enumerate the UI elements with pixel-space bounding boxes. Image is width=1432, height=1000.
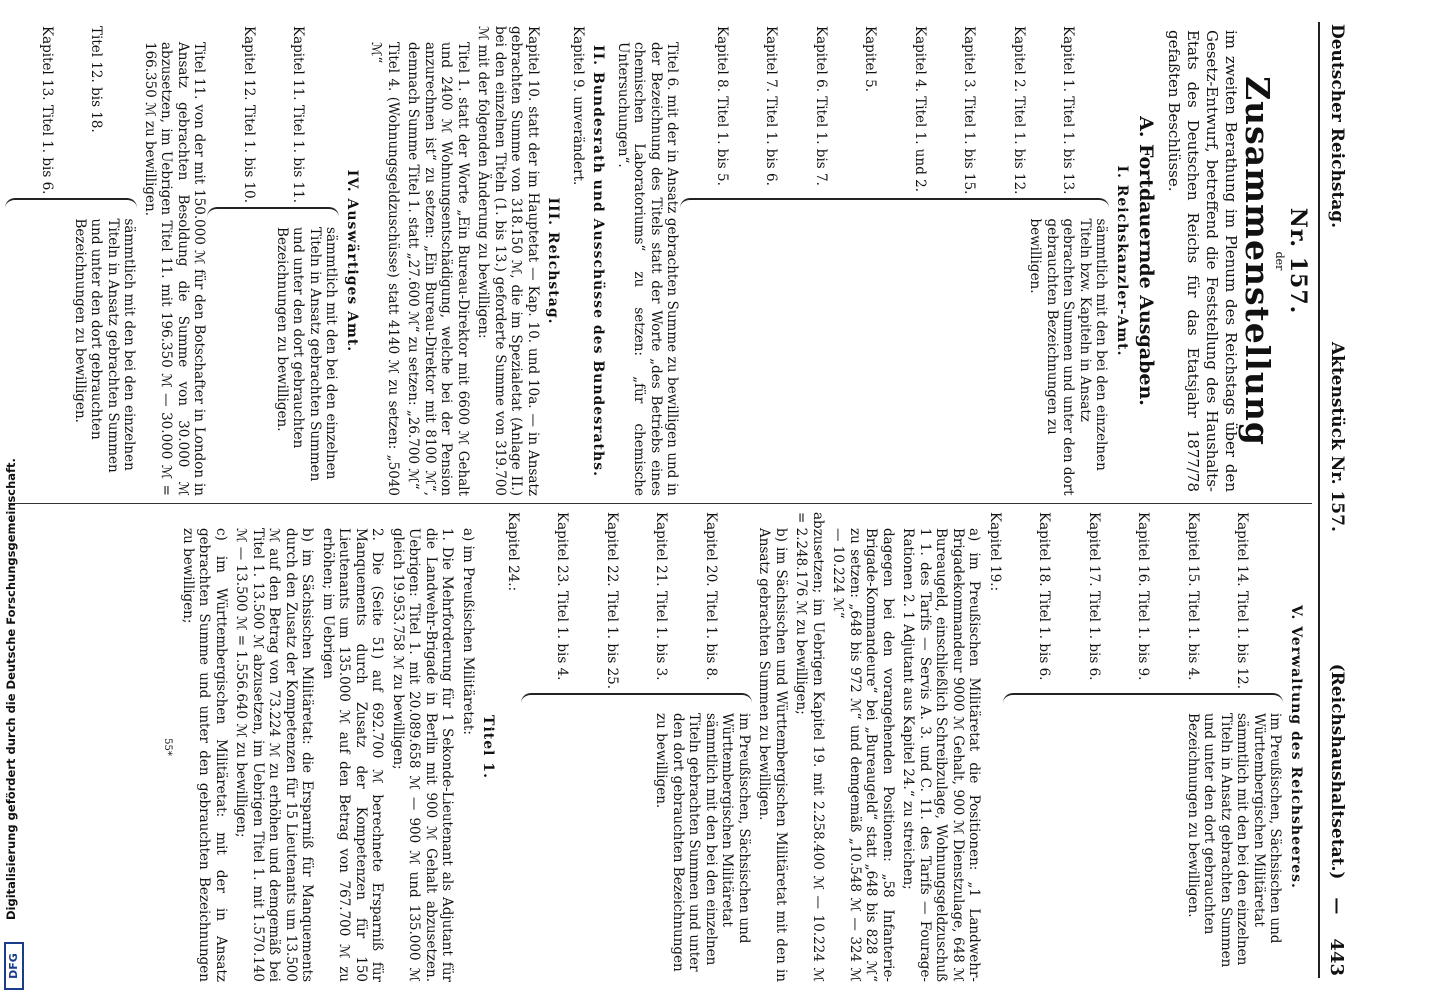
section-5-block [1003,512,1284,982]
credit [0,0,26,1000]
kapitel-19-c: abzusetzen; im Uebrigen Kapitel 19. mit 2.258.400 ℳ — 10.224 ℳ = 2.248.176 ℳ zu bewilligen; [793,512,826,982]
kapitel-19-d: b) im Sächsischen und Württembergischen Militäretat mit den in Ansatz gebrachten Summen zu bewilligen. [756,528,789,982]
list-item: Kapitel 11. Titel 1. bis 11. [290,26,307,204]
section-1-desc: sämmtlich mit den bei den einzelnen Titeln bzw. Kapiteln in Ansatz gebrachten Summen und unter den dort gebrauchten Bezeichnungen zu bewilligen. [1027,218,1110,496]
list-item: Kapitel 5. [862,26,879,92]
kapitel-19-b: dagegen bei den vorangehenden Positionen: „58 Infanterie-Brigade-Kommandeure“ bei „Bureaugeld“ statt „648 bis 828 ℳ“ zu setzen: „648 bis 972 ℳ“ und demgemäß „10.548 ℳ — 324 ℳ — 10.224 ℳ“ [830,528,896,982]
list-item: Kapitel 21. Titel 1. bis 3. [653,512,670,681]
list-item: Kapitel 22. Titel 1. bis 25. [604,512,620,690]
kapitel-24-c: c) im Württembergischen Militäretat: mit der in Ansatz gebrachten Summe und unter den gebrauchten Bezeichnungen zu bewilligen; [180,528,229,982]
page-number: 443 [1326,938,1348,976]
section-5-desc: im Preußischen, Sächsischen und Württembergischen Militäretat sämmtlich mit den bei den einzelnen Titeln in Ansatz gebrachten Summen und unter den dort gebrauchten Bezeichnungen zu bewilligen. [1185,713,1284,968]
list-item: Kapitel 1. Titel 1. bis 13. [1060,26,1077,195]
kapitel-24-b: b) im Sächsischen Militäretat: die Ersparniß für Manquements durch den Zusatz der Kompetenzen für 15 Lieutenants um 13.500 ℳ auf den Betrag von 73.224 ℳ zu erhöhen und demgemäß bei Titel 1. 13.500 ℳ abzusetzen, im Uebrigen Titel 1. mit 1.570.140 ℳ — 13.500 ℳ = 1.556.640 ℳ zu bewilligen; [233,528,316,982]
kapitel-19-label: Kapitel 19.: [987,512,1003,592]
brace [208,207,340,223]
section-1-titel6: Titel 6. mit der in Ansatz gebrachten Summe zu bewilligen und in der Bezeichnung des Titels statt der Worte „des Betriebs eines chemischen Laboratoriums“ zu setzen: „für chemische Untersuchungen“. [615,42,681,496]
credit-strip [0,0,26,1000]
running-header [1324,24,1350,976]
list-item: Kapitel 15. Titel 1. bis 4. [1185,512,1201,681]
section-3-titel4: Titel 4. (Wohnungsgeldzuschüsse) statt 4140 ℳ zu setzen: „5040 ℳ“ [368,42,401,496]
page-signature: 55* [162,738,174,756]
list-item: Kapitel 14. Titel 1. bis 12. [1234,512,1251,690]
list-item: Kapitel 20. Titel 1. bis 8. [703,512,719,681]
kapitel-19-a: a) im Preußischen Militäretat die Positionen: „1 Landwehr-Brigadekommandeur 9000 ℳ Gehalt, 900 ℳ Dienstzulage, 648 ℳ Bureaugeld, einschließlich Schreibzulage, Wohnungsgeldzuschuß 1 1. des Tarifs — Servis A. 3. und C. 11. des Tarifs — Fourage-Rationen 2. 1 Adjutant aus Kapitel 24.“ zu streichen; [900,528,983,982]
credit-text: Digitalisierung gefördert durch die Deutsche Forschungsgemeinschaft. [4,458,18,920]
header-dash: — [1327,897,1347,915]
kapitel-24-a: a) im Preußischen Militäretat: [460,528,476,735]
section-a-heading: A. Fortdauernde Ausgaben. [1135,116,1158,406]
section-3-titel1: Titel 1. statt der Worte „Ein Bureau-Direktor mit 6600 ℳ Gehalt und 2400 ℳ Wohnungsentschädigung, welche bei der Pension anzurechnen ist“ zu setzen: „Ein Bureau-Direktor mit 8100 ℳ“, demnach Summe Titel 1. statt „27.600 ℳ“ zu setzen: „26.700 ℳ“ [405,42,471,496]
kapitel-24-a1: 1. Die Mehrforderung für 1 Sekonde-Lieutenant als Adjutant für die Landwehr-Brigade in Berlin mit 900 ℳ Gehalt abzusetzen. Uebrigen: Titel 1. mit 20.089.658 ℳ — 900 ℳ und 135.000 ℳ gleich 19.953.758 ℳ zu bewilligen; [390,528,456,982]
der-word: der [1273,251,1287,271]
kapitel-24-label: Kapitel 24.: [505,512,521,592]
section-4-list [208,26,340,203]
list-item: Kapitel 8. Titel 1. bis 5. [714,26,730,186]
section-1-heading: I. Reichskanzler-Amt. [1114,165,1130,357]
left-column [8,26,1312,496]
section-1-list [681,26,1110,194]
dfg-logo: DFG [4,942,24,990]
list-item: Kapitel 6. Titel 1. bis 7. [813,26,829,186]
section-4-block [208,26,340,496]
section-1-block [681,26,1110,496]
brace [1003,693,1284,709]
list-item: Titel 12. bis 18. [88,26,105,133]
section-3-text: Kapitel 10. statt der im Hauptetat — Kap. 10. und 10a. — in Ansatz gebrachten Summe von 318.150 ℳ, die im Spezialetat (Anlage II.) bei den einzelnen Titeln (1. bis 13.) geforderte Summe von 319.700 ℳ mit der folgenden Änderung zu bewilligen: [475,26,541,496]
section-4-titel11: Titel 11. von der mit 150.000 ℳ für den Botschafter in London in Ansatz gebrachten Besoldung die Summe von 30.000 ℳ abzusetzen, im Uebrigen Titel 11. mit 196.350 ℳ — 30.000 ℳ = 166.350 ℳ zu bewilligen. [142,42,208,496]
section-5-list [1003,512,1284,689]
header-left: Deutscher Reichstag. [1327,24,1347,229]
intro-text: im zweiten Berathung im Plenum des Reichstags über den Gesetz-Entwurf, betreffend die Feststellung des Haushalts-Etats des Deutschen Reichs für das Etatsjahr 1877/78 gefaßten Beschlüsse. [1165,30,1241,492]
column-divider [8,503,1312,504]
section-4-desc-2: sämmtlich mit den bei den einzelnen Titeln in Ansatz gebrachten Summen und unter den dort gebrauchten Bezeichnungen zu bewilligen. [72,218,138,473]
kapitel-24-titel: Titel 1. [480,715,497,779]
header-center: Aktenstück Nr. 157. [1327,341,1347,532]
section-4-heading: IV. Auswärtiges Amt. [344,169,360,353]
brace [681,198,1110,214]
header-right: (Reichshaushaltsetat.) [1327,663,1347,880]
right-column [8,512,1312,982]
section-2-text: Kapitel 9. unverändert. [570,26,586,186]
list-item: Kapitel 7. Titel 1. bis 6. [763,26,780,186]
section-4-desc: sämmtlich mit den bei den einzelnen Titeln in Ansatz gebrachten Summen und unter den dort gebrauchten Bezeichnungen zu bewilligen. [274,227,340,482]
list-item: Kapitel 13. Titel 1. bis 6. [39,26,55,195]
list-item: Kapitel 17. Titel 1. bis 6. [1086,512,1102,681]
list-item: Kapitel 4. Titel 1. und 2. [912,26,928,193]
document-number: Nr. 157. [1285,207,1311,315]
kapitel-20-block [521,512,752,982]
list-item: Kapitel 3. Titel 1. bis 15. [961,26,978,195]
header-rule [1318,22,1320,978]
section-5-heading: V. Verwaltung des Reichsheeres. [1288,605,1304,889]
list-item: Kapitel 23. Titel 1. bis 4. [554,512,571,681]
section-2-heading: II. Bundesrath und Ausschüsse des Bundesraths. [590,45,607,477]
list-item: Kapitel 18. Titel 1. bis 6. [1036,512,1053,681]
kapitel-20-list [521,512,752,689]
kapitel-24-a2: 2. Die (Seite 51) auf 692.700 ℳ berechnete Ersparniß für Manquements durch Zusatz der Kompetenzen für 150 Lieutenants um 135.000 ℳ auf den Betrag von 767.700 ℳ zu erhöhen; im Uebrigen [320,528,386,982]
list-item: Kapitel 2. Titel 1. bis 12. [1011,26,1027,195]
kapitel-20-desc: im Preußischen, Sächsischen und Württembergischen Militäretat sämmtlich mit den bei den einzelnen Titeln gebrachten Summen und unter den dort gebrauchten Bezeichnungen zu bewilligen. [653,713,752,972]
brace [521,693,752,709]
list-item: Kapitel 16. Titel 1. bis 9. [1135,512,1152,681]
document-title: Zusammenstellung [1238,76,1277,446]
list-item: Kapitel 12. Titel 1. bis 10. [241,26,257,204]
section-3-heading: III. Reichstag. [545,197,562,325]
